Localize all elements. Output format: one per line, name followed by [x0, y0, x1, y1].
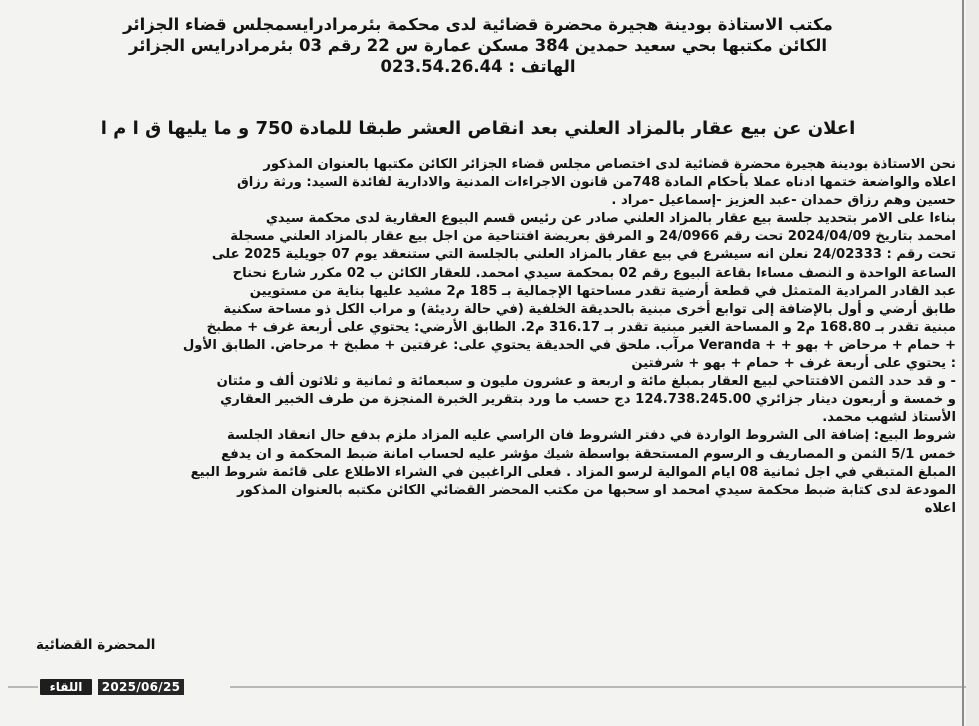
signature-label: المحضرة القضائية [36, 637, 156, 653]
publication-name-badge: اللقاء [40, 679, 92, 695]
body-line: اعلاه [924, 500, 956, 516]
body-line: و خمسة و أربعون دينار جزائري 124.738.245.00 دج حسب ما ورد بتقرير الخبرة المنجزة من طرف الخبير العقاري [220, 392, 956, 408]
publication-footer [40, 679, 230, 695]
body-line: طابق أرضي و أول بالإضافة إلى توابع أخرى مبنية بالحديقة الخلفية (في حالة رديئة) و مراب الكل ذو مساحة سكنية [223, 301, 956, 317]
body-line: خمس 5/1 الثمن و المصاريف و الرسوم المستحقة بواسطة شيك مؤشر عليه لحساب امانة ضبط المحكمة و ان يدفع [221, 446, 956, 462]
header-line-office: مكتب الاستاذة بودينة هجيرة محضرة قضائية لدى محكمة بئرمرادرايسمجلس قضاء الجزائر [123, 15, 833, 34]
publication-date-badge: 2025/06/25 [98, 679, 184, 695]
body-line: شروط البيع: إضافة الى الشروط الواردة في دفتر الشروط فان الراسي عليه المزاد ملزم بدفع حال انعقاد الجلسة [226, 428, 956, 444]
footer-rule-right [230, 686, 970, 688]
body-line: اعلاه والواضعة ختمها ادناه عملا بأحكام المادة 748من قانون الاجراءات المدنية والادارية لفائدة السيد: ورثة رزاق [236, 175, 956, 191]
body-line: الأستاذ لشهب محمد. [822, 410, 956, 426]
column-divider [962, 0, 964, 726]
bailiff-office-header [40, 14, 916, 77]
header-line-address: الكائن مكتبها بحي سعيد حمدين 384 مسكن عمارة س 22 رقم 03 بئرمرادرايس الجزائر [128, 36, 828, 55]
body-line: نحن الاستاذة بودينة هجيرة محضرة قضائية لدى اختصاص مجلس قضاء الجزائر الكائن مكتبها بالعنوان المذكور [263, 157, 956, 172]
body-line: حسين وهم رزاق حمدان -عبد العزيز -إسماعيل -مراد . [611, 193, 956, 209]
body-line: عبد القادر المرادية المتمثل في قطعة أرضية تقدر مساحتها الإجمالية بـ 185 م2 مشيد عليها بناية من مستويين [249, 283, 956, 299]
body-line: : يحتوي على أربعة غرف + حمام + بهو + شرفتين [631, 356, 956, 372]
header-line-phone: الهاتف : 023.54.26.44 [380, 57, 576, 76]
body-line: مبنية تقدر بـ 168.80 م2 و المساحة الغير مبنية تقدر بـ 316.17 م2. الطابق الأرضي: يحتوي على أربعة غرف + مطبخ [206, 319, 956, 335]
announcement-body [36, 156, 956, 518]
announcement-title: اعلان عن بيع عقار بالمزاد العلني بعد انقاص العشر طبقا للمادة 750 و ما يليها ق ا م ا [100, 118, 856, 139]
body-line: تحت رقم : 24/02333 نعلن انه سيشرع في بيع عقار بالمزاد العلني بالجلسة التي ستنعقد يوم 07 جويلية 2025 على [211, 247, 956, 263]
body-line: المودعة لدى كتابة ضبط محكمة سيدي امحمد او سحبها من مكتب المحضر القضائي الكائن مكتبه بالعنوان المذكور [237, 482, 956, 498]
body-line: الساعة الواحدة و النصف مساءا بقاعة البيوع رقم 02 بمحكمة سيدي امحمد. للعقار الكائن ب 02 مكرر شارع نحناح [232, 265, 956, 281]
body-line: امحمد بتاريخ 2024/04/09 تحت رقم 24/0966 و المرفق بعريضة افتتاحية من اجل بيع عقار بالمزاد العلني مسجلة [230, 229, 956, 245]
body-line: + حمام + مرحاض + بهو + + Veranda مرآب. ملحق في الحديقة يحتوي على: غرفتين + مطبخ + مرحاض. الطابق الأول [182, 337, 956, 353]
body-line: المبلغ المتبقي في اجل ثمانية 08 ايام الموالية لرسو المزاد . فعلى الراغبين في الشراء الاطلاع على قائمة شروط البيع [190, 464, 956, 480]
body-line: - و قد حدد الثمن الافتتاحي لبيع العقار بمبلغ مائة و اربعة و عشرون مليون و سبعمائة و ثمانية و ثلاثون ألف و مئتان [216, 374, 956, 390]
body-line: بناءا على الامر بتحديد جلسة بيع عقار بالمزاد العلني صادر عن رئيس قسم البيوع العقارية لدى محكمة سيدي [265, 211, 956, 227]
footer-rule-left [8, 686, 38, 688]
adjacent-column-edge [966, 0, 979, 726]
